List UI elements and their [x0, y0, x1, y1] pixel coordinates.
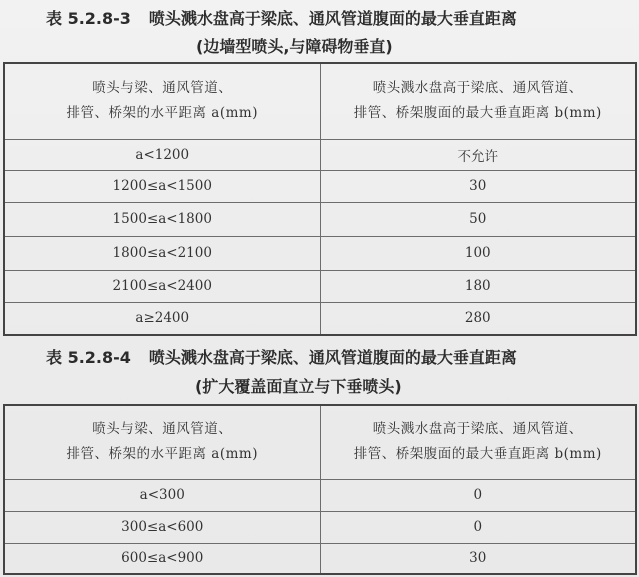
table1-header-max-height: 喷头溅水盘高于梁底、通风管道、 排管、桥架腹面的最大垂直距离 b(mm) [320, 63, 636, 139]
table1-cell-distance: 2100≤a<2400 [4, 270, 320, 302]
table-row [4, 511, 636, 543]
table-row [4, 302, 636, 335]
table1-cell-distance: 1800≤a<2100 [4, 236, 320, 270]
table1-subtitle: (边墙型喷头,与障碍物垂直) [196, 37, 393, 56]
table2-cell-distance: 300≤a<600 [4, 511, 320, 543]
table1-cell-max-height: 50 [320, 202, 636, 236]
table1-cell-max-height: 不允许 [320, 139, 636, 170]
table-row [4, 236, 636, 270]
table2-cell-max-height: 0 [320, 479, 636, 511]
table1-cell-distance: 1200≤a<1500 [4, 170, 320, 202]
table1-cell-max-height: 280 [320, 302, 636, 335]
table2-header-max-height: 喷头溅水盘高于梁底、通风管道、 排管、桥架腹面的最大垂直距离 b(mm) [320, 405, 636, 479]
table-row [4, 139, 636, 170]
table1-caption [46, 6, 517, 29]
table-row [4, 543, 636, 574]
table1 [3, 62, 637, 336]
table2-cell-max-height: 0 [320, 511, 636, 543]
table1-cell-max-height: 180 [320, 270, 636, 302]
table1-title: 喷头溅水盘高于梁底、通风管道腹面的最大垂直距离 [148, 9, 517, 28]
table1-cell-max-height: 100 [320, 236, 636, 270]
table2-cell-distance: a<300 [4, 479, 320, 511]
table-row [4, 479, 636, 511]
table1-header-row [4, 63, 636, 139]
table2-cell-distance: 600≤a<900 [4, 543, 320, 574]
table1-cell-distance: 1500≤a<1800 [4, 202, 320, 236]
table2-cell-max-height: 30 [320, 543, 636, 574]
table1-cell-max-height: 30 [320, 170, 636, 202]
table1-cell-distance: a≥2400 [4, 302, 320, 335]
table1-header-distance: 喷头与梁、通风管道、 排管、桥架的水平距离 a(mm) [4, 63, 320, 139]
table2-header-distance: 喷头与梁、通风管道、 排管、桥架的水平距离 a(mm) [4, 405, 320, 479]
table-row [4, 170, 636, 202]
table2-title: 喷头溅水盘高于梁底、通风管道腹面的最大垂直距离 [148, 348, 517, 367]
table-row [4, 270, 636, 302]
table2-subtitle: (扩大覆盖面直立与下垂喷头) [195, 377, 402, 396]
table2-caption [46, 345, 517, 368]
table1-cell-distance: a<1200 [4, 139, 320, 170]
table1-number: 表 5.2.8-3 [46, 9, 131, 28]
table2 [3, 404, 637, 575]
table2-header-row [4, 405, 636, 479]
table2-number: 表 5.2.8-4 [46, 348, 131, 367]
table-row [4, 202, 636, 236]
